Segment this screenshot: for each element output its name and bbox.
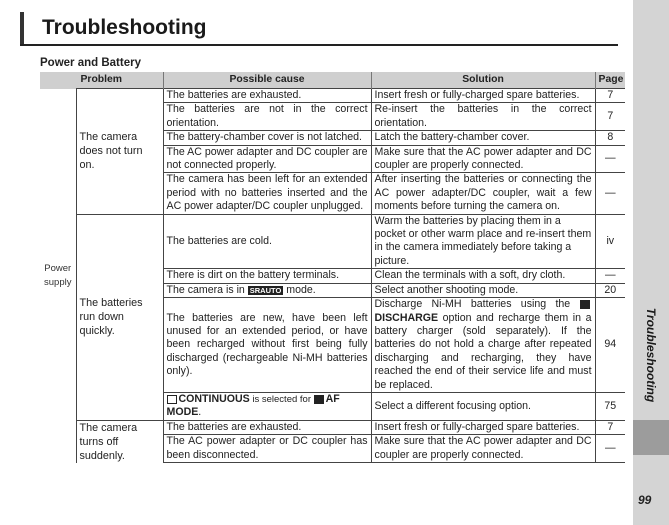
title-bar xyxy=(20,12,620,44)
page-cell: — xyxy=(595,435,625,463)
solution-text: Discharge Ni-MH batteries using the xyxy=(374,298,580,311)
solution-cell: Warm the batteries by placing them in a pocket or other warm place and re-insert them in the camera immediately before taking a picture. xyxy=(371,214,595,269)
cause-cell xyxy=(163,283,371,297)
cause-cell: The AC power adapter or DC coupler has been disconnected. xyxy=(163,435,371,463)
page-cell: 20 xyxy=(595,283,625,297)
solution-cell: Insert fresh or fully-charged spare batteries. xyxy=(371,420,595,435)
cause-text: . xyxy=(198,406,202,419)
page-title: Troubleshooting xyxy=(42,16,207,39)
table-header-row xyxy=(40,72,625,89)
page-cell: — xyxy=(595,269,625,283)
table-row xyxy=(40,420,625,435)
solution-cell: Re-insert the batteries in the correct orientation. xyxy=(371,103,595,131)
title-accent xyxy=(20,12,24,44)
cause-text: mode. xyxy=(283,283,316,296)
solution-cell: Latch the battery-chamber cover. xyxy=(371,131,595,145)
solution-cell: Insert fresh or fully-charged spare batteries. xyxy=(371,89,595,103)
problem-run-down: The batteries run down quickly. xyxy=(76,214,163,420)
page-cell: 75 xyxy=(595,392,625,420)
continuous-af-icon xyxy=(167,395,177,404)
page-cell: 94 xyxy=(595,298,625,393)
cause-cell: The AC power adapter and DC coupler are not connected properly. xyxy=(163,145,371,173)
solution-cell: Make sure that the AC power adapter and DC coupler are properly connected. xyxy=(371,435,595,463)
cause-cell: The batteries are not in the correct orientation. xyxy=(163,103,371,131)
cause-cell xyxy=(163,392,371,420)
solution-cell: Clean the terminals with a soft, dry cloth. xyxy=(371,269,595,283)
page-cell: 7 xyxy=(595,420,625,435)
solution-cell: Make sure that the AC power adapter and DC coupler are properly connected. xyxy=(371,145,595,173)
solution-cell: Select another shooting mode. xyxy=(371,283,595,297)
page-cell: iv xyxy=(595,214,625,269)
page-cell: 7 xyxy=(595,89,625,103)
section-heading: Power and Battery xyxy=(40,57,141,69)
page-cell: 8 xyxy=(595,131,625,145)
header-page: Page xyxy=(595,72,625,89)
cause-text: The camera is in xyxy=(166,283,248,296)
category-power-supply: Power supply xyxy=(44,262,72,288)
cause-cell: The batteries are new, have been left unused for an extended period, or have been recharged without first being fully discharged (rechargeable Ni-MH batteries only). xyxy=(163,298,371,393)
cause-text: is selected for xyxy=(249,393,314,405)
solution-cell: Select a different focusing option. xyxy=(371,392,595,420)
page-cell: — xyxy=(595,145,625,173)
solution-cell xyxy=(371,298,595,393)
sr-auto-mode-icon: SRAUTO xyxy=(249,285,282,295)
side-chapter-label: Troubleshooting xyxy=(644,307,658,403)
cause-cell: The camera has been left for an extended period with no batteries inserted and the AC power adapter/DC coupler unplugged. xyxy=(163,173,371,214)
page-number: 99 xyxy=(638,493,652,507)
problem-not-turn-on: The camera does not turn on. xyxy=(76,89,163,215)
cause-cell: There is dirt on the battery terminals. xyxy=(163,269,371,283)
cause-cell: The battery-chamber cover is not latched. xyxy=(163,131,371,145)
header-cause: Possible cause xyxy=(163,72,371,89)
troubleshooting-table xyxy=(40,72,625,463)
problem-turns-off: The camera turns off suddenly. xyxy=(76,420,163,463)
header-problem: Problem xyxy=(40,72,163,89)
table-row xyxy=(40,214,625,269)
solution-text: option and recharge them in a battery charger (sold separately). If the batteries do not hold a charge after repeated discharging and recharging, they have reached the end of their service life and must be replaced. xyxy=(374,311,592,391)
cause-cell: The batteries are cold. xyxy=(163,214,371,269)
setup-menu-icon xyxy=(580,300,590,309)
table-row xyxy=(40,89,625,103)
continuous-option: CONTINUOUS xyxy=(178,392,250,405)
af-mode-icon xyxy=(314,395,324,404)
header-solution: Solution xyxy=(371,72,595,89)
cause-cell: The batteries are exhausted. xyxy=(163,420,371,435)
cause-cell: The batteries are exhausted. xyxy=(163,89,371,103)
page-cell: 7 xyxy=(595,103,625,131)
af-mode-option: AF MODE xyxy=(166,392,340,419)
side-tab-marker xyxy=(633,420,669,455)
page-cell: — xyxy=(595,173,625,214)
solution-cell: After inserting the batteries or connecting the AC power adapter/DC coupler, wait a few moments before turning the camera on. xyxy=(371,173,595,214)
title-underline xyxy=(20,44,618,46)
discharge-option: DISCHARGE xyxy=(374,311,439,324)
